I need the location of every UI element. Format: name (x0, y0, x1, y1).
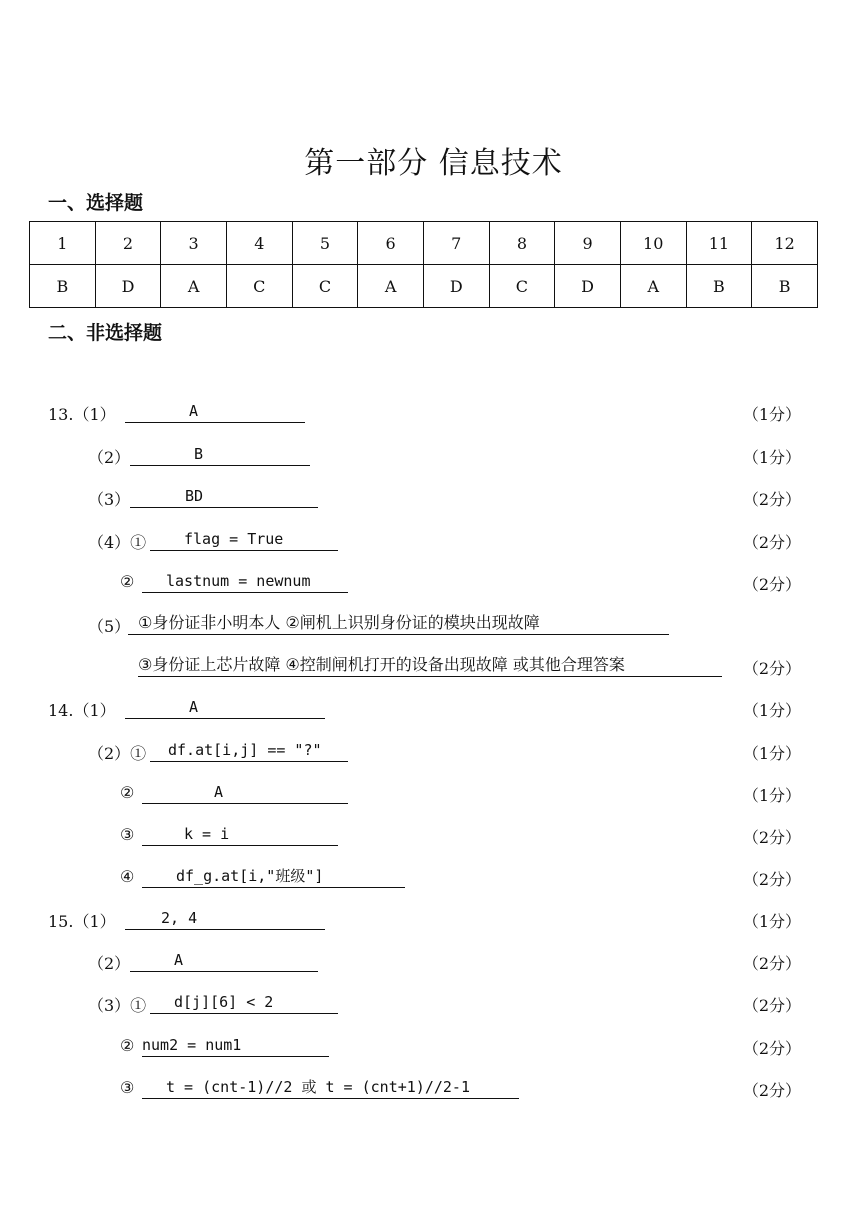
question-label: 14.（1） (48, 701, 116, 720)
question-label: 13.（1） (48, 405, 116, 424)
answer-text: A (189, 402, 199, 420)
question-label: ③ (120, 1078, 135, 1097)
answer-blank (128, 614, 669, 635)
question-label: ④ (120, 867, 135, 886)
question-label: （2）① (88, 744, 147, 763)
table-cell: B (752, 265, 818, 308)
table-cell: 1 (30, 222, 96, 265)
answer-text: flag = True (184, 530, 284, 548)
answer-text: A (174, 951, 184, 969)
points-label: （2分） (742, 659, 801, 678)
answer-text: B (194, 445, 204, 463)
answer-blank (142, 1078, 519, 1099)
question-label: （3）① (88, 996, 147, 1015)
points-label: （1分） (742, 448, 801, 467)
answer-text: A (189, 698, 199, 716)
answer-blank (125, 698, 325, 719)
question-label: ② (120, 783, 135, 802)
table-cell: 7 (423, 222, 489, 265)
points-label: （2分） (742, 575, 801, 594)
points-label: （1分） (742, 786, 801, 805)
points-label: （2分） (742, 870, 801, 889)
points-label: （2分） (742, 1039, 801, 1058)
points-label: （2分） (742, 533, 801, 552)
answer-text: 2, 4 (161, 909, 198, 927)
answer-text: A (214, 783, 224, 801)
answer-text: ①身份证非小明本人 ②闸机上识别身份证的模块出现故障 (138, 613, 540, 632)
question-label: （3） (88, 490, 131, 509)
answer-text: df.at[i,j] == "?" (168, 741, 322, 759)
answer-text: t = (cnt-1)//2 或 t = (cnt+1)//2-1 (166, 1078, 470, 1096)
table-cell: 4 (226, 222, 292, 265)
table-cell: D (95, 265, 161, 308)
answer-blank (130, 487, 318, 508)
table-cell: 9 (555, 222, 621, 265)
question-label: ② (120, 1036, 135, 1055)
table-cell: 8 (489, 222, 555, 265)
answer-text: df_g.at[i,"班级"] (176, 867, 324, 885)
table-cell: D (423, 265, 489, 308)
table-cell: 5 (292, 222, 358, 265)
table-cell: A (620, 265, 686, 308)
points-label: （1分） (742, 744, 801, 763)
answer-blank (138, 656, 722, 677)
answer-table (29, 221, 818, 308)
points-label: （2分） (742, 996, 801, 1015)
table-cell: A (358, 265, 424, 308)
points-label: （1分） (742, 405, 801, 424)
table-cell: 11 (686, 222, 752, 265)
answer-blank (142, 1036, 329, 1057)
question-label: 15.（1） (48, 912, 116, 931)
table-cell: 2 (95, 222, 161, 265)
table-row-answers (30, 265, 818, 308)
section-heading-choice: 一、选择题 (48, 192, 144, 214)
table-cell: B (686, 265, 752, 308)
answer-blank (142, 825, 338, 846)
page-title: 第一部分 信息技术 (304, 146, 563, 181)
answer-text: num2 = num1 (142, 1036, 242, 1054)
question-label: ③ (120, 825, 135, 844)
table-cell: 10 (620, 222, 686, 265)
points-label: （2分） (742, 490, 801, 509)
answer-blank (125, 402, 305, 423)
table-cell: C (292, 265, 358, 308)
answer-blank (150, 741, 348, 762)
table-cell: C (489, 265, 555, 308)
answer-blank (130, 951, 318, 972)
table-cell: 6 (358, 222, 424, 265)
answer-text: lastnum = newnum (166, 572, 311, 590)
table-cell: D (555, 265, 621, 308)
points-label: （2分） (742, 954, 801, 973)
answer-blank (142, 572, 348, 593)
answer-blank (125, 909, 325, 930)
table-cell: 12 (752, 222, 818, 265)
question-label: （2） (88, 448, 131, 467)
question-label: ② (120, 572, 135, 591)
points-label: （1分） (742, 912, 801, 931)
points-label: （2分） (742, 828, 801, 847)
table-cell: 3 (161, 222, 227, 265)
answer-text: d[j][6] < 2 (174, 993, 274, 1011)
answer-blank (142, 867, 405, 888)
question-label: （5） (88, 617, 131, 636)
answer-blank (150, 993, 338, 1014)
points-label: （2分） (742, 1081, 801, 1100)
question-label: （2） (88, 954, 131, 973)
table-row-numbers (30, 222, 818, 265)
points-label: （1分） (742, 701, 801, 720)
answer-text: BD (185, 487, 204, 505)
table-cell: A (161, 265, 227, 308)
table-cell: C (226, 265, 292, 308)
answer-text: ③身份证上芯片故障 ④控制闸机打开的设备出现故障 或其他合理答案 (138, 655, 625, 674)
section-heading-nonchoice: 二、非选择题 (48, 322, 163, 344)
answer-text: k = i (184, 825, 230, 843)
answer-blank (150, 530, 338, 551)
answer-blank (130, 445, 310, 466)
answer-blank (142, 783, 348, 804)
question-label: （4）① (88, 533, 147, 552)
table-cell: B (30, 265, 96, 308)
